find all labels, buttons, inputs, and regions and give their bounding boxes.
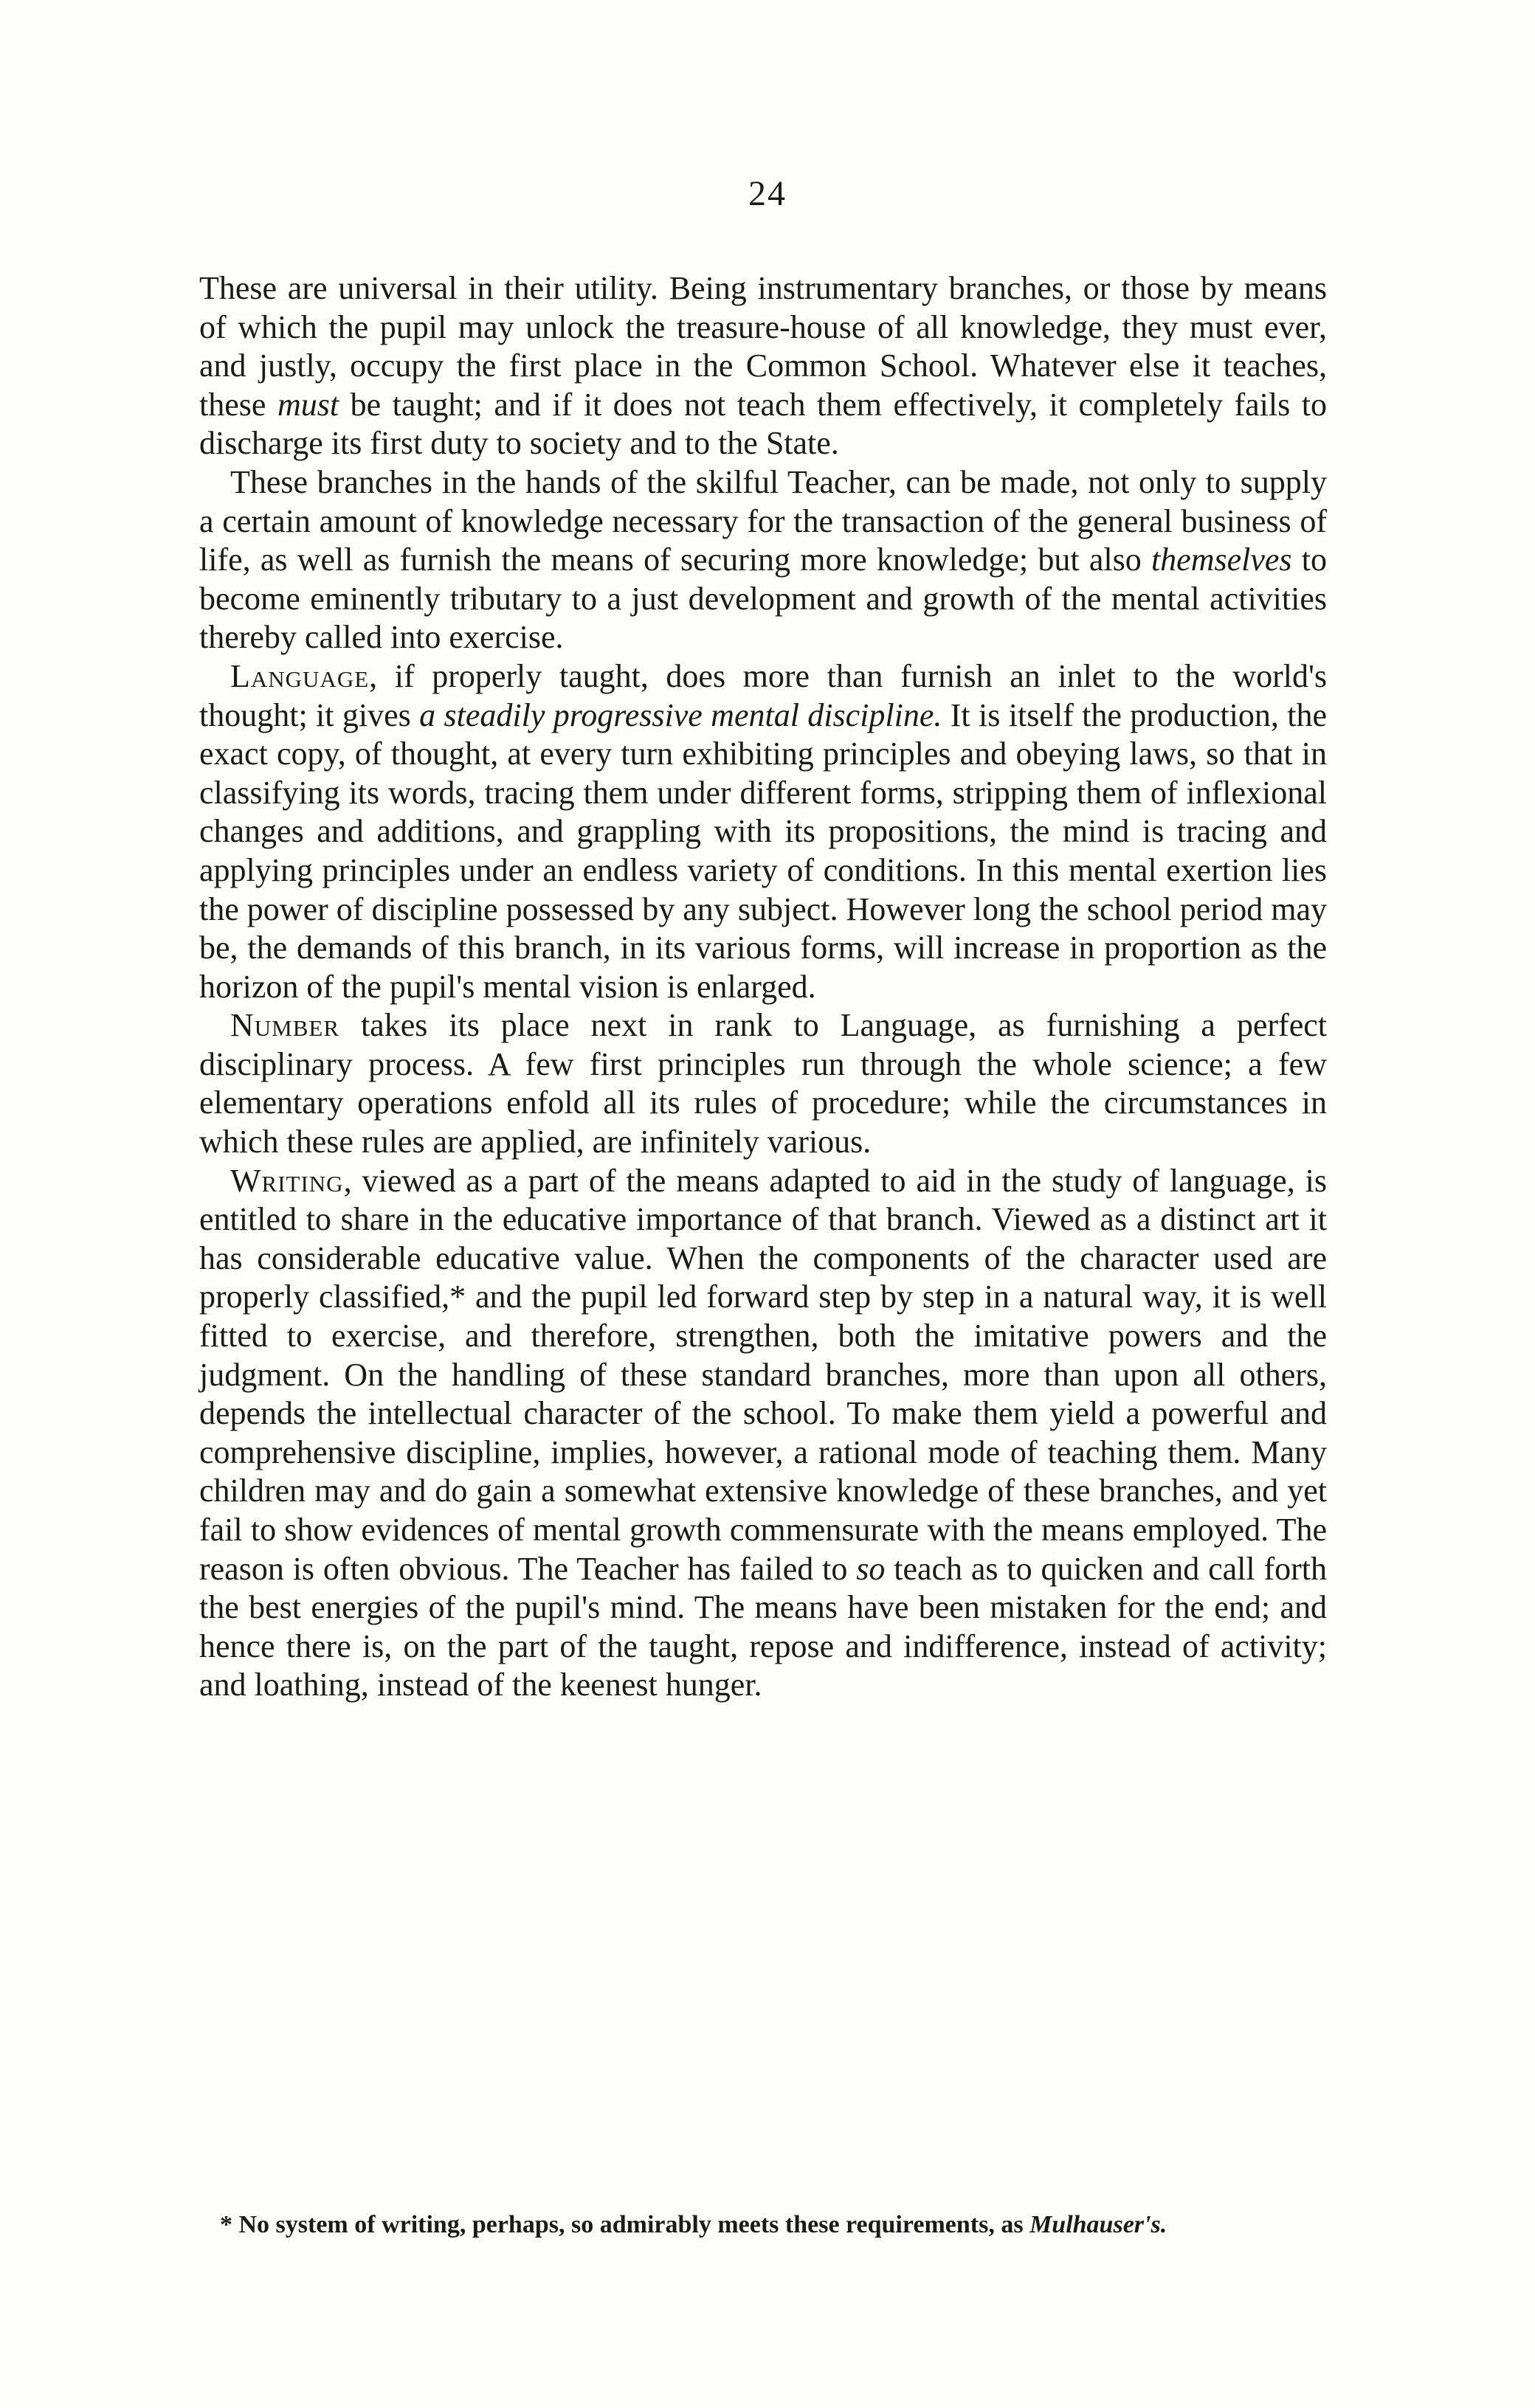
- paragraph-number: [199, 1006, 1327, 1161]
- body-text: [199, 269, 1327, 1705]
- text-segment: It is itself the production, the exact copy, of thought, at every turn exhibiting principles and obeying laws, so that in classifying its words, tracing them under different forms, stripping them of inflexional changes and additions, and grappling with its propositions, the mind is tracing and applying principles under an endless variety of conditions. In this mental exertion lies the power of discipline possessed by any subject. However long the school period may be, the demands of this branch, in its various forms, will increase in proportion as the horizon of the pupil's mental vision is enlarged.: [199, 696, 1328, 1005]
- text-segment: takes its place next in rank to Language, as furnishing a perfect disciplinary process. A few first principles run through the whole science; a few elementary operations enfold all its rules of procedure; while the circumstances in which these rules are applied, are infinitely various.: [199, 1007, 1327, 1160]
- text-segment-italic: themselves: [1151, 542, 1292, 578]
- paragraph: [199, 269, 1327, 463]
- text-segment: , if properly taught, does more than furnish an inlet to the world's thought; it gives: [199, 657, 1327, 733]
- text-segment: , viewed as a part of the means adapted to aid in the study of language, is entitled to share in the educative importance of that branch. Viewed as a distinct art it has considerable educative value. When the components of the character used are properly classified,* and the pupil led forward step by step in a natural way, it is well fitted to exercise, and therefore, strengthen, both the imitative powers and the judgment. On the handling of these standard branches, more than upon all others, depends the intellectual character of the school. To make them yield a powerful and comprehensive discipline, implies, however, a rational mode of teaching them. Many children may and do gain a somewhat extensive knowledge of these branches, and yet fail to show evidences of mental growth commensurate with the means employed. The reason is often obvious. The Teacher has failed to: [199, 1162, 1327, 1587]
- text-segment: to become eminently tributary to a just development and growth of the mental activities thereby called into exercise.: [199, 542, 1327, 656]
- text-segment: These branches in the hands of the skilful Teacher, can be made, not only to supply a certain amount of knowledge necessary for the transaction of the general business of life, as well as furnish the means of securing more knowledge; but also: [199, 463, 1327, 578]
- section-heading-language: Language: [230, 657, 370, 694]
- text-segment: teach as to quicken and call forth the best energies of the pupil's mind. The means have been mistaken for the end; and hence there is, on the part of the taught, repose and indifference, instead of activity; and loathing, instead of the keenest hunger.: [199, 1550, 1327, 1703]
- section-heading-number: Number: [230, 1007, 340, 1044]
- footnote-text-italic: Mulhauser's.: [1029, 2211, 1167, 2238]
- paragraph-writing: [199, 1162, 1327, 1705]
- text-segment-italic: so: [856, 1550, 886, 1587]
- footnote-text: * No system of writing, perhaps, so admirably meets these requirements, as: [220, 2211, 1030, 2238]
- footnote: [205, 2210, 1327, 2241]
- text-segment-italic: must: [277, 386, 339, 423]
- text-segment-italic: a steadily progressive mental discipline.: [419, 696, 942, 733]
- text-segment: These are universal in their utility. Being instrumentary branches, or those by means of which the pupil may unlock the treasure-house of all knowledge, they must ever, and justly, occupy the first place in the Common School. Whatever else it teaches, these: [199, 270, 1327, 423]
- text-segment: be taught; and if it does not teach them effectively, it completely fails to discharge its first duty to society and to the State.: [199, 386, 1327, 462]
- page-number: 24: [748, 174, 787, 213]
- paragraph-language: [199, 657, 1327, 1006]
- paragraph: [199, 463, 1327, 657]
- section-heading-writing: Writing: [230, 1162, 344, 1199]
